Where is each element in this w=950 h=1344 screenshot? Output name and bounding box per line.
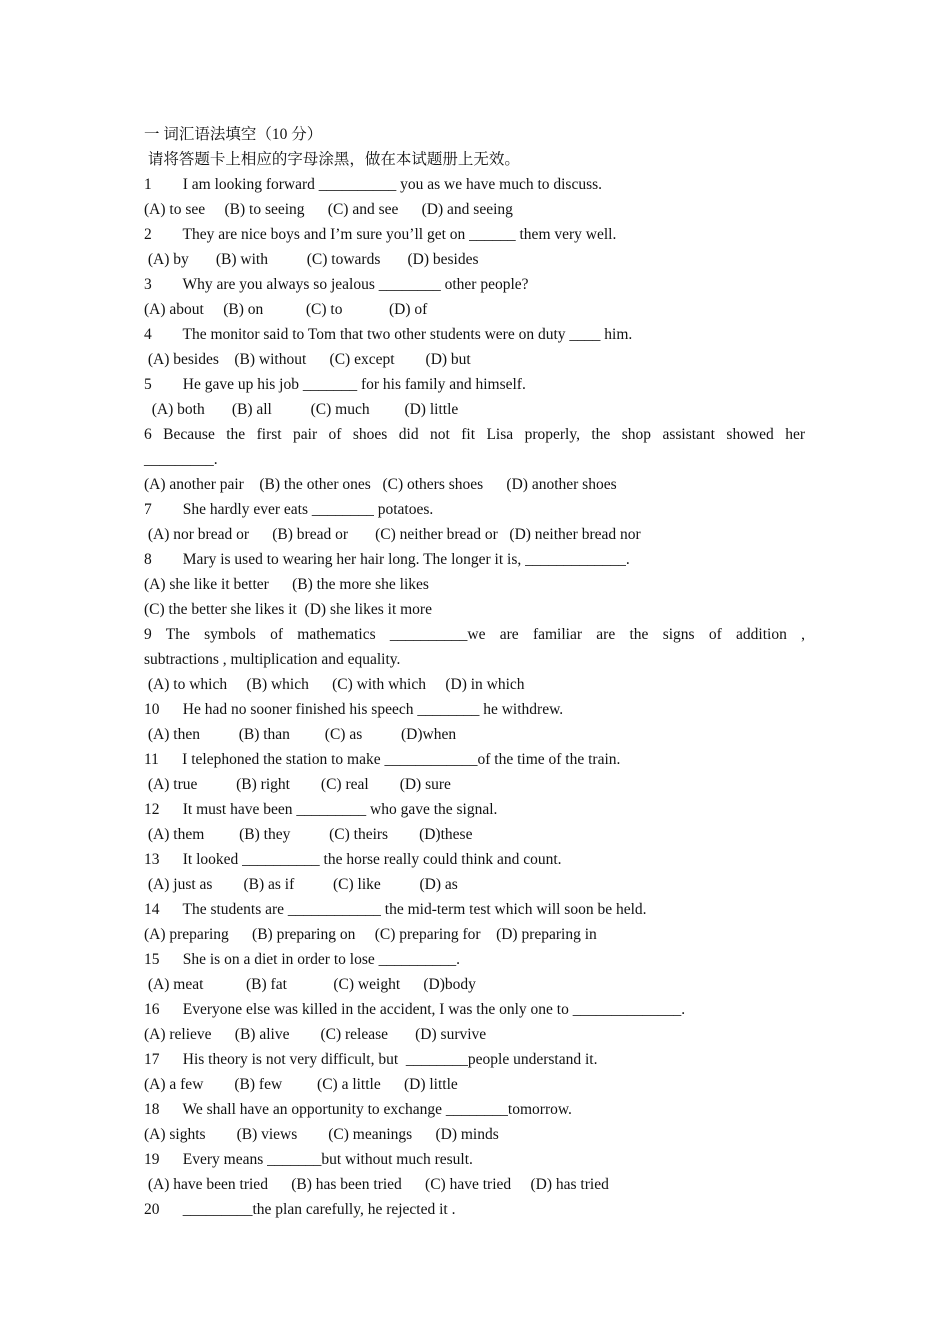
question-17: 17 His theory is not very difficult, but ________people understand it. bbox=[144, 1051, 598, 1068]
options-11: (A) true (B) right (C) real (D) sure bbox=[144, 776, 451, 793]
options-19: (A) have been tried (B) has been tried (C) have tried (D) has tried bbox=[144, 1176, 609, 1193]
question-15: 15 She is on a diet in order to lose __________. bbox=[144, 951, 460, 968]
question-13: 13 It looked __________ the horse really could think and count. bbox=[144, 851, 562, 868]
options-14: (A) preparing (B) preparing on (C) preparing for (D) preparing in bbox=[144, 926, 597, 943]
options-12: (A) them (B) they (C) theirs (D)these bbox=[144, 826, 473, 843]
options-5: (A) both (B) all (C) much (D) little bbox=[144, 401, 459, 418]
options-1: (A) to see (B) to seeing (C) and see (D) and seeing bbox=[144, 201, 513, 218]
options-17: (A) a few (B) few (C) a little (D) little bbox=[144, 1076, 458, 1093]
section-title: 一 词汇语法填空（10 分） bbox=[144, 126, 323, 143]
question-7: 7 She hardly ever eats ________ potatoes. bbox=[144, 501, 434, 518]
options-13: (A) just as (B) as if (C) like (D) as bbox=[144, 876, 458, 893]
question-9-continued: subtractions , multiplication and equality. bbox=[144, 651, 401, 668]
question-2: 2 They are nice boys and I’m sure you’ll get on ______ them very well. bbox=[144, 226, 617, 243]
options-7: (A) nor bread or (B) bread or (C) neither bread or (D) neither bread nor bbox=[144, 526, 641, 543]
question-11: 11 I telephoned the station to make ____________of the time of the train. bbox=[144, 751, 621, 768]
instruction-text: 请将答题卡上相应的字母涂黑，做在本试题册上无效。 bbox=[144, 151, 520, 168]
question-3: 3 Why are you always so jealous ________ other people? bbox=[144, 276, 529, 293]
options-8-row-2: (C) the better she likes it (D) she likes it more bbox=[144, 601, 432, 618]
options-16: (A) relieve (B) alive (C) release (D) survive bbox=[144, 1026, 487, 1043]
question-9: 9 The symbols of mathematics __________we are familiar are the signs of addition , bbox=[144, 626, 805, 643]
question-4: 4 The monitor said to Tom that two other students were on duty ____ him. bbox=[144, 326, 633, 343]
question-1: 1 I am looking forward __________ you as we have much to discuss. bbox=[144, 176, 603, 193]
question-12: 12 It must have been _________ who gave the signal. bbox=[144, 801, 498, 818]
question-5: 5 He gave up his job _______ for his family and himself. bbox=[144, 376, 526, 393]
options-9: (A) to which (B) which (C) with which (D) in which bbox=[144, 676, 525, 693]
question-8: 8 Mary is used to wearing her hair long. The longer it is, _____________. bbox=[144, 551, 630, 568]
question-14: 14 The students are ____________ the mid-term test which will soon be held. bbox=[144, 901, 647, 918]
options-8-row-1: (A) she like it better (B) the more she likes bbox=[144, 576, 429, 593]
options-18: (A) sights (B) views (C) meanings (D) minds bbox=[144, 1126, 499, 1143]
options-2: (A) by (B) with (C) towards (D) besides bbox=[144, 251, 479, 268]
options-3: (A) about (B) on (C) to (D) of bbox=[144, 301, 428, 318]
options-15: (A) meat (B) fat (C) weight (D)body bbox=[144, 976, 476, 993]
options-6: (A) another pair (B) the other ones (C) others shoes (D) another shoes bbox=[144, 476, 617, 493]
question-6-continued: _________. bbox=[144, 451, 218, 468]
options-10: (A) then (B) than (C) as (D)when bbox=[144, 726, 457, 743]
options-4: (A) besides (B) without (C) except (D) but bbox=[144, 351, 471, 368]
question-6: 6 Because the first pair of shoes did not fit Lisa properly, the shop assistant showed her bbox=[144, 426, 805, 443]
question-10: 10 He had no sooner finished his speech ________ he withdrew. bbox=[144, 701, 564, 718]
question-19: 19 Every means _______but without much result. bbox=[144, 1151, 473, 1168]
question-18: 18 We shall have an opportunity to exchange ________tomorrow. bbox=[144, 1101, 572, 1118]
question-20: 20 _________the plan carefully, he rejected it . bbox=[144, 1201, 456, 1218]
question-16: 16 Everyone else was killed in the accident, I was the only one to ______________. bbox=[144, 1001, 686, 1018]
